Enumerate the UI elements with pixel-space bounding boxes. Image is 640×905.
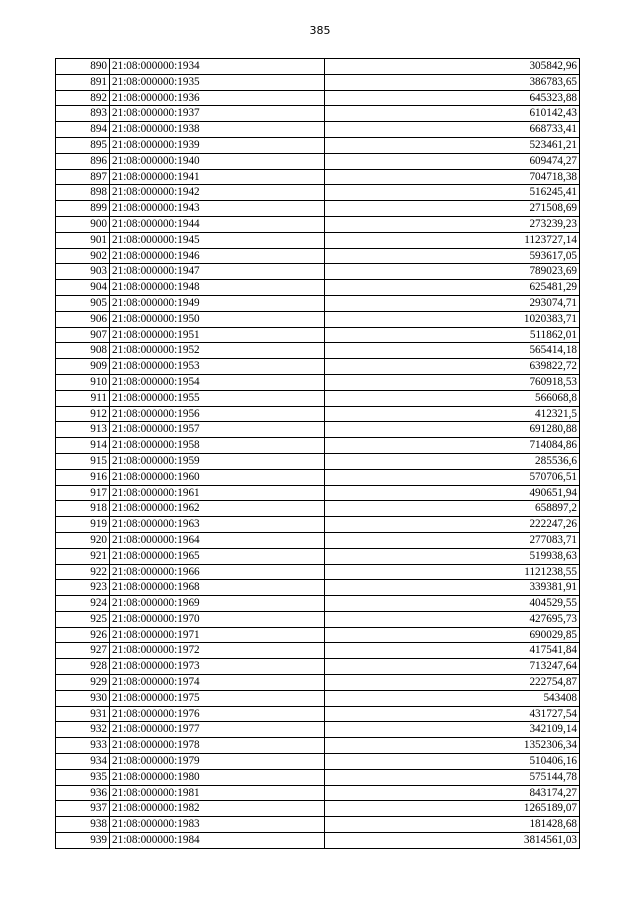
amount-cell: 285536,6 <box>325 453 580 469</box>
amount-cell: 690029,85 <box>325 627 580 643</box>
cadastral-number-cell: 21:08:000000:1950 <box>110 311 325 327</box>
table-row <box>56 106 580 122</box>
row-number-cell: 892 <box>56 90 110 106</box>
cadastral-number-cell: 21:08:000000:1983 <box>110 817 325 833</box>
row-number-cell: 918 <box>56 501 110 517</box>
table-body <box>56 59 580 849</box>
cadastral-number-cell: 21:08:000000:1960 <box>110 469 325 485</box>
row-number-cell: 901 <box>56 232 110 248</box>
row-number-cell: 933 <box>56 738 110 754</box>
cadastral-number-cell: 21:08:000000:1976 <box>110 706 325 722</box>
amount-cell: 222247,26 <box>325 517 580 533</box>
cadastral-number-cell: 21:08:000000:1982 <box>110 801 325 817</box>
amount-cell: 386783,65 <box>325 74 580 90</box>
row-number-cell: 921 <box>56 548 110 564</box>
cadastral-number-cell: 21:08:000000:1973 <box>110 659 325 675</box>
row-number-cell: 895 <box>56 137 110 153</box>
table-row <box>56 327 580 343</box>
cadastral-number-cell: 21:08:000000:1937 <box>110 106 325 122</box>
cadastral-number-cell: 21:08:000000:1943 <box>110 201 325 217</box>
cadastral-number-cell: 21:08:000000:1953 <box>110 359 325 375</box>
amount-cell: 789023,69 <box>325 264 580 280</box>
table-row <box>56 122 580 138</box>
table-row <box>56 59 580 75</box>
cadastral-number-cell: 21:08:000000:1941 <box>110 169 325 185</box>
amount-cell: 511862,01 <box>325 327 580 343</box>
cadastral-number-cell: 21:08:000000:1955 <box>110 390 325 406</box>
amount-cell: 668733,41 <box>325 122 580 138</box>
amount-cell: 543408 <box>325 690 580 706</box>
table-row <box>56 643 580 659</box>
table-row <box>56 185 580 201</box>
row-number-cell: 897 <box>56 169 110 185</box>
amount-cell: 691280,88 <box>325 422 580 438</box>
table-row <box>56 295 580 311</box>
table-row <box>56 801 580 817</box>
table-row <box>56 422 580 438</box>
row-number-cell: 909 <box>56 359 110 375</box>
table-row <box>56 485 580 501</box>
table-row <box>56 580 580 596</box>
cadastral-number-cell: 21:08:000000:1965 <box>110 548 325 564</box>
row-number-cell: 910 <box>56 374 110 390</box>
row-number-cell: 894 <box>56 122 110 138</box>
cadastral-number-cell: 21:08:000000:1946 <box>110 248 325 264</box>
amount-cell: 1123727,14 <box>325 232 580 248</box>
table-row <box>56 438 580 454</box>
cadastral-number-cell: 21:08:000000:1984 <box>110 833 325 849</box>
cadastral-number-cell: 21:08:000000:1961 <box>110 485 325 501</box>
amount-cell: 658897,2 <box>325 501 580 517</box>
table-row <box>56 264 580 280</box>
cadastral-number-cell: 21:08:000000:1940 <box>110 153 325 169</box>
cadastral-number-cell: 21:08:000000:1954 <box>110 374 325 390</box>
cadastral-number-cell: 21:08:000000:1942 <box>110 185 325 201</box>
table-row <box>56 311 580 327</box>
row-number-cell: 919 <box>56 517 110 533</box>
cadastral-table <box>55 58 580 849</box>
table-row <box>56 548 580 564</box>
cadastral-number-cell: 21:08:000000:1934 <box>110 59 325 75</box>
table-row <box>56 532 580 548</box>
row-number-cell: 890 <box>56 59 110 75</box>
amount-cell: 339381,91 <box>325 580 580 596</box>
row-number-cell: 934 <box>56 754 110 770</box>
table-row <box>56 74 580 90</box>
row-number-cell: 902 <box>56 248 110 264</box>
row-number-cell: 932 <box>56 722 110 738</box>
table-row <box>56 785 580 801</box>
row-number-cell: 913 <box>56 422 110 438</box>
amount-cell: 412321,5 <box>325 406 580 422</box>
cadastral-number-cell: 21:08:000000:1966 <box>110 564 325 580</box>
row-number-cell: 914 <box>56 438 110 454</box>
cadastral-number-cell: 21:08:000000:1979 <box>110 754 325 770</box>
row-number-cell: 908 <box>56 343 110 359</box>
amount-cell: 516245,41 <box>325 185 580 201</box>
amount-cell: 271508,69 <box>325 201 580 217</box>
table-row <box>56 611 580 627</box>
cadastral-number-cell: 21:08:000000:1968 <box>110 580 325 596</box>
table-row <box>56 280 580 296</box>
row-number-cell: 905 <box>56 295 110 311</box>
row-number-cell: 917 <box>56 485 110 501</box>
cadastral-number-cell: 21:08:000000:1958 <box>110 438 325 454</box>
amount-cell: 714084,86 <box>325 438 580 454</box>
cadastral-number-cell: 21:08:000000:1944 <box>110 216 325 232</box>
row-number-cell: 930 <box>56 690 110 706</box>
table-row <box>56 137 580 153</box>
table-row <box>56 817 580 833</box>
table-row <box>56 169 580 185</box>
amount-cell: 510406,16 <box>325 754 580 770</box>
cadastral-number-cell: 21:08:000000:1947 <box>110 264 325 280</box>
amount-cell: 639822,72 <box>325 359 580 375</box>
amount-cell: 645323,88 <box>325 90 580 106</box>
row-number-cell: 916 <box>56 469 110 485</box>
row-number-cell: 937 <box>56 801 110 817</box>
amount-cell: 490651,94 <box>325 485 580 501</box>
amount-cell: 760918,53 <box>325 374 580 390</box>
table-row <box>56 690 580 706</box>
amount-cell: 431727,54 <box>325 706 580 722</box>
amount-cell: 519938,63 <box>325 548 580 564</box>
amount-cell: 704718,38 <box>325 169 580 185</box>
amount-cell: 222754,87 <box>325 675 580 691</box>
table-row <box>56 564 580 580</box>
cadastral-number-cell: 21:08:000000:1977 <box>110 722 325 738</box>
cadastral-number-cell: 21:08:000000:1964 <box>110 532 325 548</box>
amount-cell: 575144,78 <box>325 769 580 785</box>
table-row <box>56 675 580 691</box>
row-number-cell: 898 <box>56 185 110 201</box>
table-row <box>56 833 580 849</box>
row-number-cell: 929 <box>56 675 110 691</box>
row-number-cell: 926 <box>56 627 110 643</box>
table-row <box>56 706 580 722</box>
amount-cell: 1265189,07 <box>325 801 580 817</box>
amount-cell: 523461,21 <box>325 137 580 153</box>
amount-cell: 625481,29 <box>325 280 580 296</box>
table-row <box>56 738 580 754</box>
amount-cell: 609474,27 <box>325 153 580 169</box>
row-number-cell: 931 <box>56 706 110 722</box>
table-row <box>56 216 580 232</box>
table-row <box>56 722 580 738</box>
row-number-cell: 893 <box>56 106 110 122</box>
table-row <box>56 359 580 375</box>
row-number-cell: 922 <box>56 564 110 580</box>
table-row <box>56 469 580 485</box>
table-row <box>56 248 580 264</box>
amount-cell: 843174,27 <box>325 785 580 801</box>
cadastral-number-cell: 21:08:000000:1949 <box>110 295 325 311</box>
table-row <box>56 343 580 359</box>
row-number-cell: 927 <box>56 643 110 659</box>
cadastral-number-cell: 21:08:000000:1938 <box>110 122 325 138</box>
amount-cell: 1352306,34 <box>325 738 580 754</box>
row-number-cell: 911 <box>56 390 110 406</box>
table-row <box>56 390 580 406</box>
amount-cell: 1121238,55 <box>325 564 580 580</box>
row-number-cell: 920 <box>56 532 110 548</box>
row-number-cell: 936 <box>56 785 110 801</box>
table-row <box>56 596 580 612</box>
amount-cell: 565414,18 <box>325 343 580 359</box>
amount-cell: 593617,05 <box>325 248 580 264</box>
row-number-cell: 899 <box>56 201 110 217</box>
table-row <box>56 627 580 643</box>
amount-cell: 417541,84 <box>325 643 580 659</box>
amount-cell: 342109,14 <box>325 722 580 738</box>
amount-cell: 404529,55 <box>325 596 580 612</box>
amount-cell: 427695,73 <box>325 611 580 627</box>
row-number-cell: 907 <box>56 327 110 343</box>
row-number-cell: 939 <box>56 833 110 849</box>
cadastral-number-cell: 21:08:000000:1975 <box>110 690 325 706</box>
table-row <box>56 374 580 390</box>
cadastral-number-cell: 21:08:000000:1959 <box>110 453 325 469</box>
row-number-cell: 924 <box>56 596 110 612</box>
amount-cell: 610142,43 <box>325 106 580 122</box>
cadastral-number-cell: 21:08:000000:1980 <box>110 769 325 785</box>
row-number-cell: 938 <box>56 817 110 833</box>
cadastral-number-cell: 21:08:000000:1978 <box>110 738 325 754</box>
table-row <box>56 453 580 469</box>
cadastral-number-cell: 21:08:000000:1969 <box>110 596 325 612</box>
amount-cell: 273239,23 <box>325 216 580 232</box>
cadastral-number-cell: 21:08:000000:1939 <box>110 137 325 153</box>
cadastral-number-cell: 21:08:000000:1952 <box>110 343 325 359</box>
row-number-cell: 903 <box>56 264 110 280</box>
table-row <box>56 232 580 248</box>
amount-cell: 305842,96 <box>325 59 580 75</box>
cadastral-number-cell: 21:08:000000:1951 <box>110 327 325 343</box>
table-row <box>56 501 580 517</box>
row-number-cell: 891 <box>56 74 110 90</box>
table-row <box>56 153 580 169</box>
cadastral-number-cell: 21:08:000000:1945 <box>110 232 325 248</box>
page-number: 385 <box>309 24 331 37</box>
row-number-cell: 912 <box>56 406 110 422</box>
cadastral-number-cell: 21:08:000000:1935 <box>110 74 325 90</box>
table-row <box>56 769 580 785</box>
row-number-cell: 915 <box>56 453 110 469</box>
row-number-cell: 900 <box>56 216 110 232</box>
cadastral-number-cell: 21:08:000000:1971 <box>110 627 325 643</box>
amount-cell: 181428,68 <box>325 817 580 833</box>
table-row <box>56 517 580 533</box>
row-number-cell: 904 <box>56 280 110 296</box>
row-number-cell: 925 <box>56 611 110 627</box>
cadastral-number-cell: 21:08:000000:1970 <box>110 611 325 627</box>
cadastral-number-cell: 21:08:000000:1981 <box>110 785 325 801</box>
table-row <box>56 90 580 106</box>
cadastral-number-cell: 21:08:000000:1963 <box>110 517 325 533</box>
amount-cell: 1020383,71 <box>325 311 580 327</box>
cadastral-number-cell: 21:08:000000:1972 <box>110 643 325 659</box>
row-number-cell: 923 <box>56 580 110 596</box>
cadastral-number-cell: 21:08:000000:1962 <box>110 501 325 517</box>
amount-cell: 277083,71 <box>325 532 580 548</box>
amount-cell: 566068,8 <box>325 390 580 406</box>
row-number-cell: 935 <box>56 769 110 785</box>
amount-cell: 713247,64 <box>325 659 580 675</box>
table-row <box>56 659 580 675</box>
cadastral-number-cell: 21:08:000000:1948 <box>110 280 325 296</box>
cadastral-number-cell: 21:08:000000:1974 <box>110 675 325 691</box>
amount-cell: 570706,51 <box>325 469 580 485</box>
table-row <box>56 201 580 217</box>
table-row <box>56 406 580 422</box>
row-number-cell: 928 <box>56 659 110 675</box>
cadastral-number-cell: 21:08:000000:1956 <box>110 406 325 422</box>
amount-cell: 3814561,03 <box>325 833 580 849</box>
cadastral-number-cell: 21:08:000000:1936 <box>110 90 325 106</box>
amount-cell: 293074,71 <box>325 295 580 311</box>
cadastral-number-cell: 21:08:000000:1957 <box>110 422 325 438</box>
row-number-cell: 906 <box>56 311 110 327</box>
row-number-cell: 896 <box>56 153 110 169</box>
table-row <box>56 754 580 770</box>
